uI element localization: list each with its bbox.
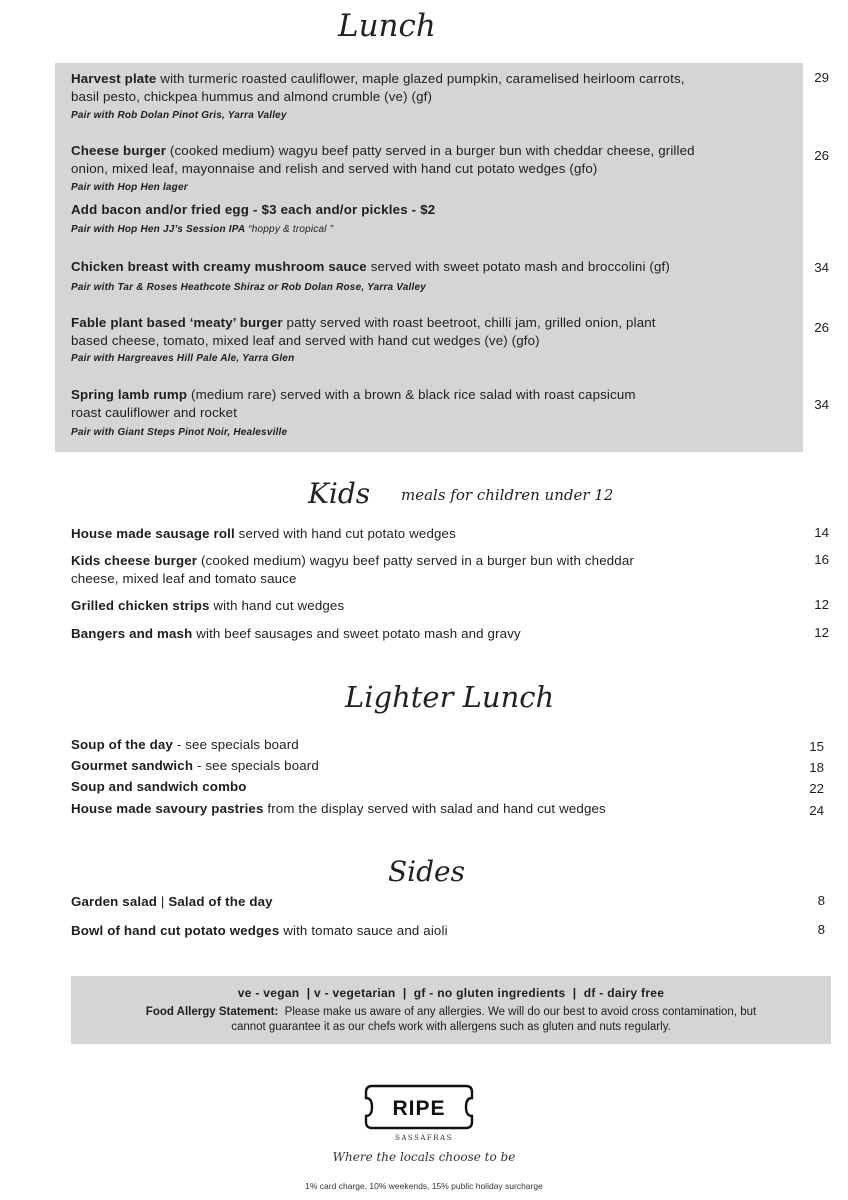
item-price: 24 bbox=[809, 803, 824, 818]
item-desc: (medium rare) served with a brown & black rice salad with roast capsicum bbox=[187, 387, 636, 402]
item-name: Cheese burger bbox=[71, 143, 167, 158]
item-desc: basil pesto, chickpea hummus and almond crumble (ve) (gf) bbox=[71, 89, 433, 104]
item-desc: (cooked medium) wagyu beef patty served in a burger bun with cheddar bbox=[197, 553, 634, 568]
item-name: Bowl of hand cut potato wedges bbox=[71, 923, 280, 938]
allergy-text: cannot guarantee it as our chefs work with allergens such as gluten and nuts regularly. bbox=[231, 1021, 671, 1033]
item-desc: with turmeric roasted cauliflower, maple glazed pumpkin, caramelised heirloom carrots, bbox=[156, 71, 685, 86]
item-price: 22 bbox=[809, 781, 824, 796]
item-name: House made savoury pastries bbox=[71, 801, 264, 816]
burger-addon: Add bacon and/or fried egg - $3 each and/or pickles - $2 bbox=[71, 202, 436, 217]
item-name: Soup and sandwich combo bbox=[71, 779, 247, 794]
item-price: 34 bbox=[814, 397, 829, 412]
item-name: Chicken breast with creamy mushroom sauce bbox=[71, 259, 367, 274]
item-name: Salad of the day bbox=[168, 894, 273, 909]
item-desc: - see specials board bbox=[172, 737, 299, 752]
lunch-item-chicken-breast bbox=[71, 258, 670, 276]
kids-heading: Kids bbox=[308, 477, 371, 510]
item-price: 15 bbox=[809, 739, 824, 754]
item-price: 8 bbox=[817, 922, 825, 937]
surcharge-note: 1% card charge, 10% weekends, 15% public holiday surcharge bbox=[305, 1181, 543, 1191]
allergy-text: Please make us aware of any allergies. We will do our best to avoid cross contamination, but bbox=[278, 1006, 757, 1018]
logo-text: RIPE bbox=[392, 1097, 446, 1120]
item-price: 34 bbox=[814, 260, 829, 275]
lunch-item-cheese-burger bbox=[71, 142, 695, 178]
item-desc: based cheese, tomato, mixed leaf and served with hand cut wedges (ve) (gfo) bbox=[71, 333, 540, 348]
item-desc: served with sweet potato mash and broccolini (gf) bbox=[366, 259, 670, 274]
lighter-item bbox=[71, 778, 247, 796]
item-price: 14 bbox=[814, 525, 829, 540]
item-name: Fable plant based ‘meaty’ burger bbox=[71, 315, 283, 330]
wine-pairing: Pair with Tar & Roses Heathcote Shiraz or Rob Dolan Rose, Yarra Valley bbox=[71, 282, 427, 293]
allergy-label: Food Allergy Statement: bbox=[145, 1006, 279, 1018]
logo-subtext: SASSAFRAS bbox=[395, 1134, 453, 1142]
kids-subheading: meals for children under 12 bbox=[401, 486, 614, 504]
item-name: House made sausage roll bbox=[71, 526, 235, 541]
lighter-item bbox=[71, 800, 606, 818]
ripe-logo bbox=[364, 1082, 474, 1132]
addon-pairing bbox=[71, 224, 333, 235]
lunch-heading: Lunch bbox=[338, 8, 436, 44]
wine-pairing: Pair with Hop Hen lager bbox=[71, 182, 188, 193]
item-name: Soup of the day bbox=[71, 737, 173, 752]
lunch-item-lamb-rump bbox=[71, 386, 636, 422]
separator: | bbox=[157, 894, 169, 909]
item-price: 18 bbox=[809, 760, 824, 775]
item-desc: - see specials board bbox=[193, 758, 319, 773]
item-desc: patty served with roast beetroot, chilli jam, grilled onion, plant bbox=[282, 315, 656, 330]
sides-item bbox=[71, 893, 273, 911]
wine-pairing: Pair with Giant Steps Pinot Noir, Healesville bbox=[71, 427, 288, 438]
sides-heading: Sides bbox=[388, 855, 465, 888]
item-desc: with beef sausages and sweet potato mash and gravy bbox=[192, 626, 521, 641]
wine-pairing: Pair with Hargreaves Hill Pale Ale, Yarra Glen bbox=[71, 353, 295, 364]
item-name: Harvest plate bbox=[71, 71, 157, 86]
lighter-item bbox=[71, 757, 319, 775]
lunch-item-fable-burger bbox=[71, 314, 656, 350]
tagline: Where the locals choose to be bbox=[332, 1150, 516, 1164]
dietary-codes: ve - vegan | v - vegetarian | gf - no gluten ingredients | df - dairy free bbox=[237, 986, 665, 1000]
pairing-text: Pair with Hop Hen JJ’s Session IPA bbox=[71, 224, 246, 235]
item-name: Kids cheese burger bbox=[71, 553, 198, 568]
item-price: 26 bbox=[814, 320, 829, 335]
item-desc: with hand cut wedges bbox=[209, 598, 345, 613]
item-price: 29 bbox=[814, 70, 829, 85]
kids-item bbox=[71, 552, 634, 588]
item-name: Spring lamb rump bbox=[71, 387, 188, 402]
lighter-item bbox=[71, 736, 299, 754]
dietary-legend bbox=[71, 976, 831, 1044]
item-price: 8 bbox=[817, 893, 825, 908]
kids-item bbox=[71, 625, 521, 643]
item-desc: roast cauliflower and rocket bbox=[71, 405, 238, 420]
item-name: Garden salad bbox=[71, 894, 158, 909]
item-name: Grilled chicken strips bbox=[71, 598, 210, 613]
item-desc: from the display served with salad and hand cut wedges bbox=[263, 801, 606, 816]
kids-item bbox=[71, 525, 456, 543]
item-price: 12 bbox=[814, 597, 829, 612]
item-price: 26 bbox=[814, 148, 829, 163]
pairing-note: “hoppy & tropical ” bbox=[245, 224, 334, 235]
lunch-item-harvest-plate bbox=[71, 70, 685, 106]
sides-item bbox=[71, 922, 448, 940]
kids-item bbox=[71, 597, 344, 615]
item-desc: cheese, mixed leaf and tomato sauce bbox=[71, 571, 297, 586]
item-desc: onion, mixed leaf, mayonnaise and relish and served with hand cut potato wedges (gfo) bbox=[71, 161, 598, 176]
lighter-lunch-heading: Lighter Lunch bbox=[345, 680, 555, 714]
item-price: 16 bbox=[814, 552, 829, 567]
item-name: Gourmet sandwich bbox=[71, 758, 194, 773]
item-desc: with tomato sauce and aioli bbox=[279, 923, 448, 938]
item-desc: served with hand cut potato wedges bbox=[234, 526, 456, 541]
item-name: Bangers and mash bbox=[71, 626, 193, 641]
allergy-statement bbox=[79, 1005, 823, 1035]
wine-pairing: Pair with Rob Dolan Pinot Gris, Yarra Valley bbox=[71, 110, 287, 121]
item-desc: (cooked medium) wagyu beef patty served in a burger bun with cheddar cheese, grilled bbox=[166, 143, 695, 158]
item-price: 12 bbox=[814, 625, 829, 640]
